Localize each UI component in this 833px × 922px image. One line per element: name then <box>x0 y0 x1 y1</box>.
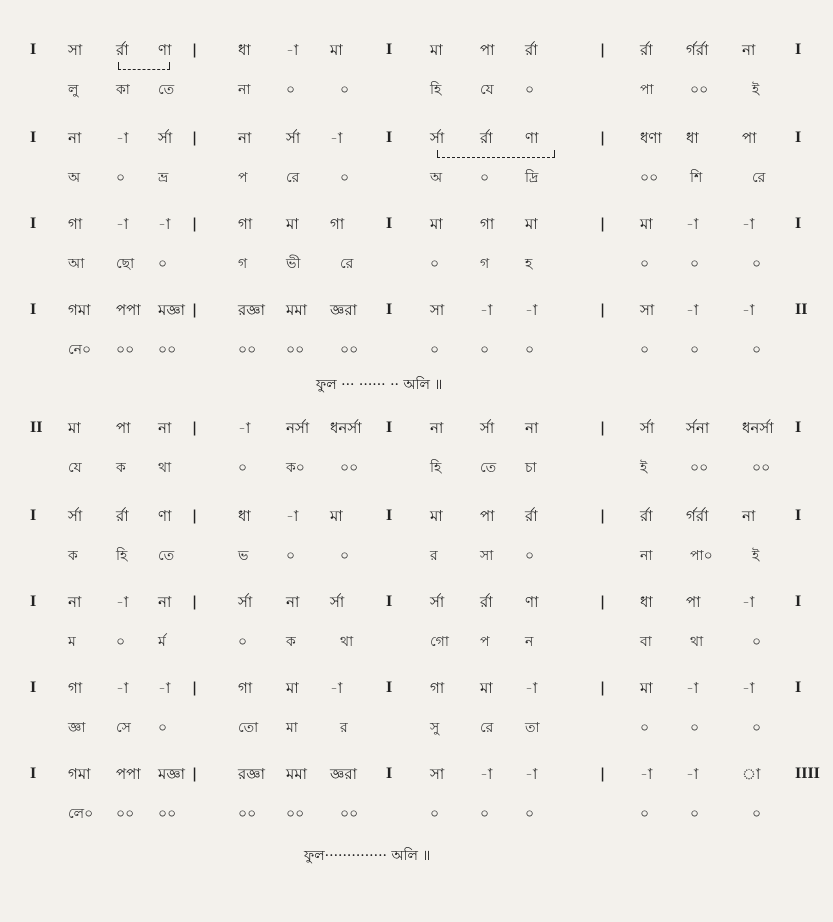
lyric-syllable: হি <box>430 82 442 98</box>
lyric-syllable: মা <box>286 720 298 736</box>
swara-note: গমা <box>68 301 91 319</box>
lyric-syllable: ০০ <box>690 82 709 98</box>
slur-marking <box>437 150 555 158</box>
swara-note: মা <box>430 41 443 59</box>
swara-note: মমা <box>286 765 308 783</box>
lyric-syllable: হি <box>116 548 128 564</box>
bar-line: | <box>192 302 198 318</box>
swara-note: র্গর্রা <box>686 507 709 525</box>
swara-note: ধা <box>238 41 251 59</box>
swara-note: -া <box>742 593 755 611</box>
lyric-syllable: ই <box>752 82 760 98</box>
lyric-syllable: তো <box>238 720 259 736</box>
swara-note: জ্ঞরা <box>330 765 357 783</box>
lyric-syllable: র <box>340 720 348 736</box>
section-mark: I <box>30 765 37 782</box>
swara-note: মজ্ঞা <box>158 765 186 783</box>
swara-note: পপা <box>116 301 141 319</box>
swara-note: র্রা <box>480 129 493 147</box>
swara-note: ধা <box>238 507 251 525</box>
lyric-syllable: নে০ <box>68 342 92 358</box>
section-mark: I <box>386 679 393 696</box>
lyric-syllable: ০ <box>525 82 535 98</box>
section-mark: I <box>30 301 37 318</box>
bar-line: | <box>192 594 198 610</box>
lyric-syllable: ০ <box>158 720 168 736</box>
swara-note: র্সা <box>640 419 655 437</box>
lyric-syllable: ০ <box>286 82 296 98</box>
swara-note: সা <box>68 41 83 59</box>
lyric-syllable: রে <box>286 170 300 186</box>
bar-line: | <box>192 42 198 58</box>
swara-note: -া <box>686 765 699 783</box>
lyric-syllable: ক০ <box>286 460 305 476</box>
lyric-syllable: ০ <box>752 806 762 822</box>
swara-note: র্রা <box>640 507 653 525</box>
swara-note: ণা <box>525 593 539 611</box>
swara-note: -া <box>686 301 699 319</box>
swara-note: সা <box>430 765 445 783</box>
swara-note: -া <box>330 679 343 697</box>
section-mark: I <box>30 41 37 58</box>
lyric-syllable: ০ <box>340 82 350 98</box>
lyric-syllable: ০ <box>752 720 762 736</box>
swara-note: -া <box>686 679 699 697</box>
section-mark: I <box>30 129 37 146</box>
swara-note: সা <box>430 301 445 319</box>
section-mark: I <box>795 593 802 610</box>
lyric-syllable: চা <box>525 460 537 476</box>
swara-note: গা <box>480 215 495 233</box>
swara-note: র্সা <box>430 593 445 611</box>
swara-note: পপা <box>116 765 141 783</box>
lyric-syllable: ০ <box>116 170 126 186</box>
lyric-syllable: শি <box>690 170 703 186</box>
lyric-syllable: যে <box>68 460 82 476</box>
lyric-syllable: সে <box>116 720 131 736</box>
swara-note: র্গর্রা <box>686 41 709 59</box>
lyric-syllable: র্ম <box>158 634 166 650</box>
swara-note: না <box>525 419 539 437</box>
lyric-syllable: ০ <box>690 342 700 358</box>
lyric-syllable: বা <box>640 634 652 650</box>
lyric-syllable: ০০ <box>286 342 305 358</box>
swara-note: -া <box>158 679 171 697</box>
swara-note: মা <box>525 215 538 233</box>
bar-line: | <box>192 508 198 524</box>
swara-note: -া <box>238 419 251 437</box>
lyric-line <box>0 458 833 488</box>
lyric-syllable: ০০ <box>340 460 359 476</box>
section-mark: IIII <box>795 765 820 782</box>
swara-note: -া <box>686 215 699 233</box>
lyric-line <box>0 254 833 284</box>
swara-note: মা <box>68 419 81 437</box>
swara-note: ধা <box>686 129 699 147</box>
lyric-syllable: ই <box>640 460 648 476</box>
swara-note: ধা <box>640 593 653 611</box>
lyric-syllable: ০০ <box>158 342 177 358</box>
swara-note: -া <box>116 679 129 697</box>
swara-note: র্রা <box>116 507 129 525</box>
lyric-syllable: ০ <box>690 256 700 272</box>
lyric-syllable: ০ <box>525 806 535 822</box>
lyric-syllable: ০ <box>525 548 535 564</box>
section-mark: I <box>386 765 393 782</box>
swara-note: পা <box>480 41 495 59</box>
lyric-syllable: ০০ <box>158 806 177 822</box>
lyric-syllable: ভী <box>286 256 301 272</box>
swara-note: গা <box>68 215 83 233</box>
bar-line: | <box>600 302 606 318</box>
section-mark: I <box>386 41 393 58</box>
lyric-syllable: ০ <box>690 806 700 822</box>
lyric-syllable: রে <box>752 170 766 186</box>
lyric-syllable: থা <box>690 634 704 650</box>
lyric-syllable: ০০ <box>238 342 257 358</box>
lyric-syllable: ০ <box>480 170 490 186</box>
swara-note: মা <box>480 679 493 697</box>
swara-note: ধনর্সা <box>330 419 362 437</box>
section-mark: II <box>30 419 43 436</box>
swara-note: র্সা <box>68 507 83 525</box>
lyric-syllable: কা <box>116 82 130 98</box>
lyric-syllable: হ <box>525 256 533 272</box>
section-mark: I <box>30 593 37 610</box>
swara-note: না <box>238 129 252 147</box>
swara-line <box>0 300 833 330</box>
swara-note: -া <box>742 301 755 319</box>
section-mark: I <box>795 215 802 232</box>
lyric-syllable: তে <box>158 82 175 98</box>
swara-note: না <box>158 593 172 611</box>
swara-note: র্রা <box>525 507 538 525</box>
swara-note: -া <box>330 129 343 147</box>
swara-note: রজ্ঞা <box>238 301 265 319</box>
lyric-syllable: ০ <box>640 806 650 822</box>
lyric-syllable: ০ <box>640 720 650 736</box>
section-mark: I <box>386 215 393 232</box>
section-mark: I <box>386 593 393 610</box>
swara-note: -া <box>525 301 538 319</box>
swara-line <box>0 418 833 448</box>
lyric-syllable: দ্রি <box>525 170 539 186</box>
lyric-syllable: গ <box>480 256 490 272</box>
lyric-syllable: ভ <box>238 548 249 564</box>
lyric-line <box>0 168 833 198</box>
swara-note: -া <box>116 593 129 611</box>
bar-line: | <box>600 420 606 436</box>
swara-note: র্রা <box>480 593 493 611</box>
swara-note: র্রা <box>525 41 538 59</box>
section-mark: I <box>386 301 393 318</box>
lyric-syllable: সু <box>430 720 440 736</box>
swara-note: গা <box>238 215 253 233</box>
lyric-syllable: অ <box>68 170 81 186</box>
swara-note: পা <box>480 507 495 525</box>
lyric-syllable: প <box>238 170 248 186</box>
lyric-syllable: ক <box>116 460 126 476</box>
section-mark: I <box>795 129 802 146</box>
swara-note: নর্সা <box>286 419 310 437</box>
swara-note: না <box>68 129 82 147</box>
lyric-syllable: ০০ <box>286 806 305 822</box>
swara-note: না <box>286 593 300 611</box>
section-mark: I <box>795 507 802 524</box>
lyric-syllable: অ <box>430 170 443 186</box>
lyric-syllable: পা <box>640 82 654 98</box>
swara-line <box>0 128 833 158</box>
lyric-syllable: র <box>430 548 438 564</box>
lyric-syllable: না <box>640 548 653 564</box>
lyric-syllable: প <box>480 634 490 650</box>
bar-line: | <box>600 216 606 232</box>
lyric-syllable: তা <box>525 720 540 736</box>
lyric-syllable: থা <box>158 460 172 476</box>
swara-note: পা <box>686 593 701 611</box>
lyric-line <box>0 80 833 110</box>
lyric-line <box>0 804 833 834</box>
swara-line <box>0 764 833 794</box>
swara-note: র্সা <box>480 419 495 437</box>
swara-note: গা <box>238 679 253 697</box>
swara-note: র্রা <box>640 41 653 59</box>
lyric-syllable: আ <box>68 256 85 272</box>
swara-note: না <box>430 419 444 437</box>
swara-note: -া <box>116 129 129 147</box>
bar-line: | <box>192 420 198 436</box>
lyric-syllable: ০ <box>640 256 650 272</box>
bar-line: | <box>192 216 198 232</box>
swara-note: র্সা <box>430 129 445 147</box>
swara-note: ণা <box>158 507 172 525</box>
section-mark: I <box>795 41 802 58</box>
section-mark: I <box>795 679 802 696</box>
swara-note: মা <box>286 679 299 697</box>
lyric-syllable: ০০ <box>116 806 135 822</box>
swara-note: -া <box>480 301 493 319</box>
swara-note: া <box>742 765 761 783</box>
lyric-syllable: ০ <box>430 806 440 822</box>
swara-note: ধনর্সা <box>742 419 774 437</box>
bar-line: | <box>600 766 606 782</box>
lyric-line <box>0 546 833 576</box>
swara-note: র্সা <box>238 593 253 611</box>
swara-note: না <box>742 41 756 59</box>
swara-note: মা <box>286 215 299 233</box>
lyric-syllable: লু <box>68 82 79 98</box>
lyric-syllable: ০ <box>286 548 296 564</box>
lyric-syllable: ম <box>68 634 76 650</box>
lyric-syllable: ০ <box>340 170 350 186</box>
section-mark: I <box>386 507 393 524</box>
swara-note: -া <box>480 765 493 783</box>
lyric-line <box>0 340 833 370</box>
swara-note: মা <box>640 215 653 233</box>
lyric-syllable: তে <box>158 548 175 564</box>
lyric-syllable: ০ <box>430 342 440 358</box>
bar-line: | <box>600 594 606 610</box>
section-mark: I <box>30 215 37 232</box>
section-mark: I <box>30 679 37 696</box>
lyric-syllable: ০০ <box>752 460 771 476</box>
lyric-syllable: লে০ <box>68 806 94 822</box>
bar-line: | <box>600 130 606 146</box>
swara-note: মা <box>430 215 443 233</box>
swara-note: -া <box>640 765 653 783</box>
lyric-syllable: ০০ <box>340 342 359 358</box>
swara-note: র্সনা <box>686 419 710 437</box>
swara-line <box>0 506 833 536</box>
swara-note: না <box>742 507 756 525</box>
swara-note: মা <box>330 41 343 59</box>
swara-note: মা <box>430 507 443 525</box>
lyric-syllable: ০ <box>340 548 350 564</box>
swara-note: পা <box>116 419 131 437</box>
lyric-syllable: রে <box>340 256 354 272</box>
swara-note: মা <box>330 507 343 525</box>
swara-note: জ্ঞরা <box>330 301 357 319</box>
lyric-syllable: ০ <box>525 342 535 358</box>
lyric-syllable: ০ <box>690 720 700 736</box>
lyric-syllable: ০০ <box>340 806 359 822</box>
lyric-syllable: যে <box>480 82 494 98</box>
swara-note: র্সা <box>286 129 301 147</box>
section-mark: I <box>386 129 393 146</box>
bar-line: | <box>600 42 606 58</box>
swara-note: রজ্ঞা <box>238 765 265 783</box>
swara-note: গমা <box>68 765 91 783</box>
swara-note: পা <box>742 129 757 147</box>
swara-line <box>0 214 833 244</box>
swara-line <box>0 592 833 622</box>
section-mark: I <box>386 419 393 436</box>
swara-note: র্রা <box>116 41 129 59</box>
swara-note: -া <box>116 215 129 233</box>
swara-note: র্সা <box>158 129 173 147</box>
lyric-syllable: ০ <box>640 342 650 358</box>
swara-note: সা <box>640 301 655 319</box>
lyric-syllable: জ্ঞা <box>68 720 86 736</box>
section-mark: I <box>30 507 37 524</box>
lyric-syllable: ০০ <box>640 170 659 186</box>
lyric-syllable: ০ <box>238 634 248 650</box>
lyric-syllable: গো <box>430 634 449 650</box>
swara-note: -া <box>286 41 299 59</box>
lyric-syllable: ন <box>525 634 534 650</box>
lyric-syllable: না <box>238 82 251 98</box>
swara-note: না <box>68 593 82 611</box>
swara-note: -া <box>525 765 538 783</box>
lyric-syllable: ভ্র <box>158 170 169 186</box>
lyric-syllable: ০০ <box>116 342 135 358</box>
swara-note: মমা <box>286 301 308 319</box>
lyric-syllable: ০ <box>116 634 126 650</box>
lyric-syllable: গ <box>238 256 248 272</box>
slur-marking <box>118 62 170 70</box>
lyric-syllable: ০ <box>238 460 248 476</box>
swara-note: মজ্ঞা <box>158 301 186 319</box>
endnote-refrain: ফুল ··· ······ ·· অলি ॥ <box>316 377 443 393</box>
lyric-syllable: হি <box>430 460 442 476</box>
swara-note: ণা <box>158 41 172 59</box>
lyric-syllable: ০ <box>480 342 490 358</box>
swara-note: -া <box>742 679 755 697</box>
lyric-line <box>0 718 833 748</box>
lyric-syllable: পা০ <box>690 548 713 564</box>
bar-line: | <box>192 130 198 146</box>
swara-note: গা <box>330 215 345 233</box>
swara-note: -া <box>525 679 538 697</box>
lyric-syllable: ০ <box>158 256 168 272</box>
lyric-syllable: ক <box>286 634 296 650</box>
lyric-syllable: ই <box>752 548 760 564</box>
endnote-refrain-final: ফুল·············· অলি ॥ <box>304 848 431 864</box>
lyric-syllable: ০০ <box>690 460 709 476</box>
lyric-syllable: থা <box>340 634 354 650</box>
section-mark: II <box>795 301 808 318</box>
lyric-syllable: তে <box>480 460 497 476</box>
lyric-syllable: ০ <box>752 342 762 358</box>
lyric-syllable: ০ <box>752 256 762 272</box>
bar-line: | <box>600 680 606 696</box>
swara-note: গা <box>68 679 83 697</box>
lyric-syllable: সা <box>480 548 494 564</box>
bar-line: | <box>600 508 606 524</box>
swara-note: ণা <box>525 129 539 147</box>
swara-note: -া <box>158 215 171 233</box>
lyric-syllable: ০ <box>430 256 440 272</box>
swara-note: মা <box>640 679 653 697</box>
section-mark: I <box>795 419 802 436</box>
lyric-syllable: রে <box>480 720 494 736</box>
lyric-syllable: ০০ <box>238 806 257 822</box>
swara-note: ধণা <box>640 129 662 147</box>
swara-note: -া <box>286 507 299 525</box>
lyric-line <box>0 632 833 662</box>
swara-note: -া <box>742 215 755 233</box>
lyric-syllable: ক <box>68 548 78 564</box>
lyric-syllable: ছো <box>116 256 135 272</box>
swara-note: র্সা <box>330 593 345 611</box>
bar-line: | <box>192 680 198 696</box>
swara-line <box>0 678 833 708</box>
swara-note: না <box>158 419 172 437</box>
bar-line: | <box>192 766 198 782</box>
swara-note: গা <box>430 679 445 697</box>
lyric-syllable: ০ <box>480 806 490 822</box>
lyric-syllable: ০ <box>752 634 762 650</box>
